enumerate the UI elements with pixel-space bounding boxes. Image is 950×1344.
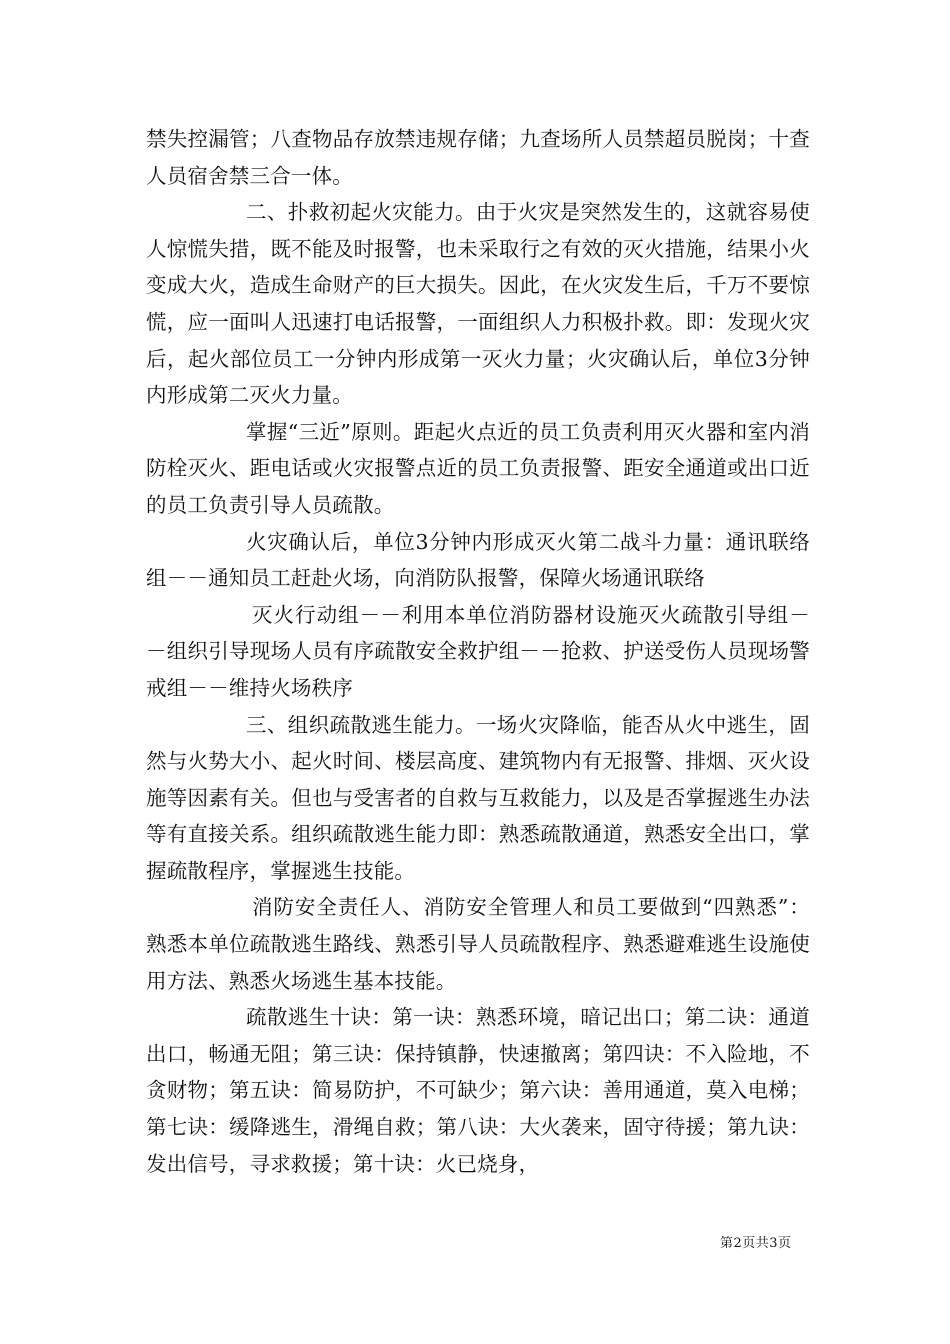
paragraph-four-familiar: 消防安全责任人、消防安全管理人和员工要做到“四熟悉”：熟悉本单位疏散逃生路线、熟悉引导人员疏散程序、熟悉避难逃生设施使用方法、熟悉火场逃生基本技能。 (146, 895, 810, 993)
paragraph-ten-tips: 疏散逃生十诀：第一诀：熟悉环境，暗记出口；第二诀：通道出口，畅通无阻；第三诀：保持镇静，快速撤离；第四诀：不入险地，不贪财物；第五诀：简易防护，不可缺少；第六诀：善用通道，莫入电梯；第七诀：缓降逃生，滑绳自救；第八诀：大火袭来，固守待援；第九诀：发出信号，寻求救援；第十诀：火已烧身， (146, 1005, 810, 1176)
paragraph-section-two: 二、扑救初起火灾能力。由于火灾是突然发生的，这就容易使人惊慌失措，既不能及时报警，也未采取行之有效的灭火措施，结果小火变成大火，造成生命财产的巨大损失。因此，在火灾发生后，千万不要惊慌，应一面叫人迅速打电话报警，一面组织人力积极扑救。即：发现火灾后，起火部位员工一分钟内形成第一灭火力量；火灾确认后，单位3分钟内形成第二灭火力量。 (146, 200, 810, 408)
paragraph-section-three: 三、组织疏散逃生能力。一场火灾降临，能否从火中逃生，固然与火势大小、起火时间、楼层高度、建筑物内有无报警、排烟、灭火设施等因素有关。但也与受害者的自救与互救能力，以及是否掌握逃生办法等有直接关系。组织疏散逃生能力即：熟悉疏散通道，熟悉安全出口，掌握疏散程序，掌握逃生技能。 (146, 712, 810, 883)
paragraph-three-near-principle: 掌握“三近”原则。距起火点近的员工负责利用灭火器和室内消防栓灭火、距电话或火灾报警点近的员工负责报警、距安全通道或出口近的员工负责引导人员疏散。 (146, 419, 810, 517)
document-body (146, 121, 810, 1182)
page-number-footer: 第2页共3页 (720, 1236, 792, 1251)
paragraph-second-force: 火灾确认后，单位3分钟内形成灭火第二战斗力量：通讯联络组－－通知员工赶赴火场，向消防队报警，保障火场通讯联络 (146, 529, 810, 591)
paragraph-action-groups: 灭火行动组－－利用本单位消防器材设施灭火疏散引导组－－组织引导现场人员有序疏散安全救护组－－抢救、护送受伤人员现场警戒组－－维持火场秩序 (146, 602, 810, 700)
paragraph-continuation: 禁失控漏管；八查物品存放禁违规存储；九查场所人员禁超员脱岗；十查人员宿舍禁三合一体。 (146, 127, 810, 188)
